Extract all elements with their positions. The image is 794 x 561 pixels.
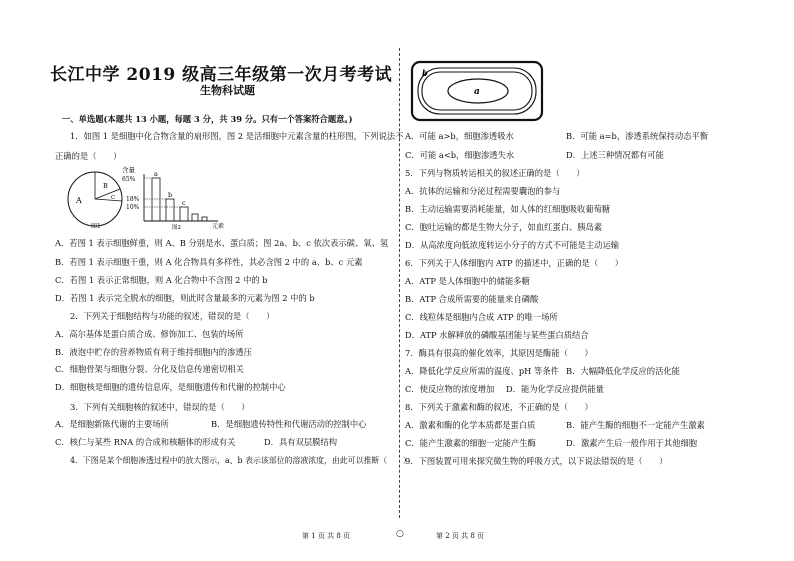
q5-option-d: D．从高浓度向低浓度转运小分子的方式不可能是主动运输 [405,240,620,250]
q3-option-a: A．是细胞新陈代谢的主要场所 [55,419,169,429]
q7-stem: 7．酶具有很高的催化效率，其原因是酶能（ ） [405,348,593,358]
q6-option-c: C．线粒体是细胞内合成 ATP 的唯一场所 [405,312,558,322]
q7-option-a: A．降低化学反应所需的温度、pH 等条件 [405,366,559,376]
cell-label-b: b [422,68,428,78]
q2-option-b: B．液泡中贮存的营养物质有利于维持细胞内的渗透压 [55,347,252,357]
q7-option-b: B．大幅降低化学反应的活化能 [566,366,680,376]
bar-figure-caption: 图2 [172,225,181,230]
column-divider [399,48,400,518]
footer-page-right: 第 2 页 共 8 页 [436,532,485,540]
q3-stem: 3．下列有关细胞核的叙述中，错误的是（ ） [70,402,250,412]
bar-label-a: a [154,170,158,178]
q1-figure1-caption: 图1 [91,223,101,230]
q2-option-c: C．细胞骨架与细胞分裂、分化及信息传递密切相关 [55,364,244,374]
bar-xlabel: 元素 [212,223,225,230]
q7-option-d: D．能为化学反应提供能量 [506,384,604,394]
pie-label-B: B [103,182,108,190]
q9-stem: 9．下图装置可用来探究微生物的呼吸方式，以下说法错误的是（ ） [405,456,668,466]
q3-option-d: D．具有双层膜结构 [264,437,338,447]
cell-label-a: a [474,87,480,97]
q1-option-c: C．若图 1 表示正常细胞，则 A 化合物中不含图 2 中的 b [55,275,268,285]
q1-figure2-bars [122,164,237,230]
q5-option-b: B．主动运输需要消耗能量，如人体的红细胞吸收葡萄糖 [405,204,611,214]
q4-stem: 4．下图是某个细胞渗透过程中的放大图示，a、b 表示该部位的溶液浓度，由此可以推断（ ） [70,456,411,465]
q2-option-a: A．高尔基体是蛋白质合成、修饰加工、包装的场所 [55,329,244,339]
q8-option-a: A．激素和酶的化学本质都是蛋白质 [405,420,536,430]
q4-option-c: C．可能 a<b，细胞渗透失水 [405,150,515,160]
bar-label-b: b [168,191,173,199]
q2-option-d: D．细胞核是细胞的遗传信息库，是细胞遗传和代谢的控制中心 [55,382,286,392]
q4-option-a: A．可能 a>b，细胞渗透吸水 [405,131,514,141]
q1-option-a: A．若图 1 表示细胞鲜重，则 A、B 分别是水、蛋白质；图 2a、b、c 依次表示碳、氧、氢 [55,238,389,248]
exam-title: 长江中学 2019 级高三年级第一次月考考试 [50,65,393,85]
q8-option-d: D．激素产生后一般作用于其他细胞 [566,438,698,448]
bar-label-c: c [182,199,186,207]
q1-stem-line2: 正确的是（ ） [55,151,122,161]
q5-option-c: C．胞吐运输的都是生物大分子，如血红蛋白、胰岛素 [405,222,603,232]
q6-option-a: A．ATP 是人体细胞中的储能多糖 [405,276,530,286]
pie-label-A: A [76,196,82,205]
bar-ylabel: 含量 [122,166,135,174]
q7-option-c: C．使反应物的浓度增加 [405,384,495,394]
q1-option-b: B．若图 1 表示细胞干重，则 A 化合物具有多样性，其必含图 2 中的 a、b、c 元素 [55,257,363,267]
q5-option-a: A．抗体的运输和分泌过程需要囊泡的参与 [405,186,561,196]
q6-option-d: D．ATP 水解释放的磷酸基团能与某些蛋白质结合 [405,330,589,340]
q8-option-b: B．能产生酶的细胞不一定能产生激素 [566,420,705,430]
pie-label-C: C [111,195,116,201]
q6-stem: 6．下列关于人体细胞内 ATP 的描述中，正确的是（ ） [405,258,624,268]
bar-tick-18: 18% [126,196,140,203]
q3-option-b: B．是细胞遗传特性和代谢活动的控制中心 [211,419,367,429]
exam-subtitle: 生物科试题 [200,84,255,97]
bar-tick-65: 65% [122,176,136,183]
q8-option-c: C．能产生激素的细胞一定能产生酶 [405,438,536,448]
q5-stem: 5．下列与物质转运相关的叙述正确的是（ ） [405,168,585,178]
q2-stem: 2．下列关于细胞结构与功能的叙述，错误的是（ ） [70,311,275,321]
q3-option-c: C．核仁与某些 RNA 的合成和核糖体的形成有关 [55,437,236,447]
section-heading: 一、单选题(本题共 13 小题，每题 3 分，共 39 分。只有一个答案符合题意。) [62,114,353,124]
q4-option-d: D．上述三种情况都有可能 [566,150,664,160]
q1-option-d: D．若图 1 表示完全脱水的细胞，则此时含量最多的元素为图 2 中的 b [55,293,315,303]
q1-stem-line1: 1．如图 1 是细胞中化合物含量的扇形图，图 2 是活细胞中元素含量的柱形图，下列说法不 [70,131,404,141]
q4-option-b: B．可能 a=b，渗透系统保持动态平衡 [566,131,709,141]
bar-tick-10: 10% [126,204,140,211]
q6-option-b: B．ATP 合成所需要的能量来自磷酸 [405,294,539,304]
q4-cell-figure [410,60,550,125]
q8-stem: 8．下列关于激素和酶的叙述，不正确的是（ ） [405,402,593,412]
binding-hole-mark: ○ [396,529,404,539]
footer-page-left: 第 1 页 共 8 页 [302,532,351,540]
